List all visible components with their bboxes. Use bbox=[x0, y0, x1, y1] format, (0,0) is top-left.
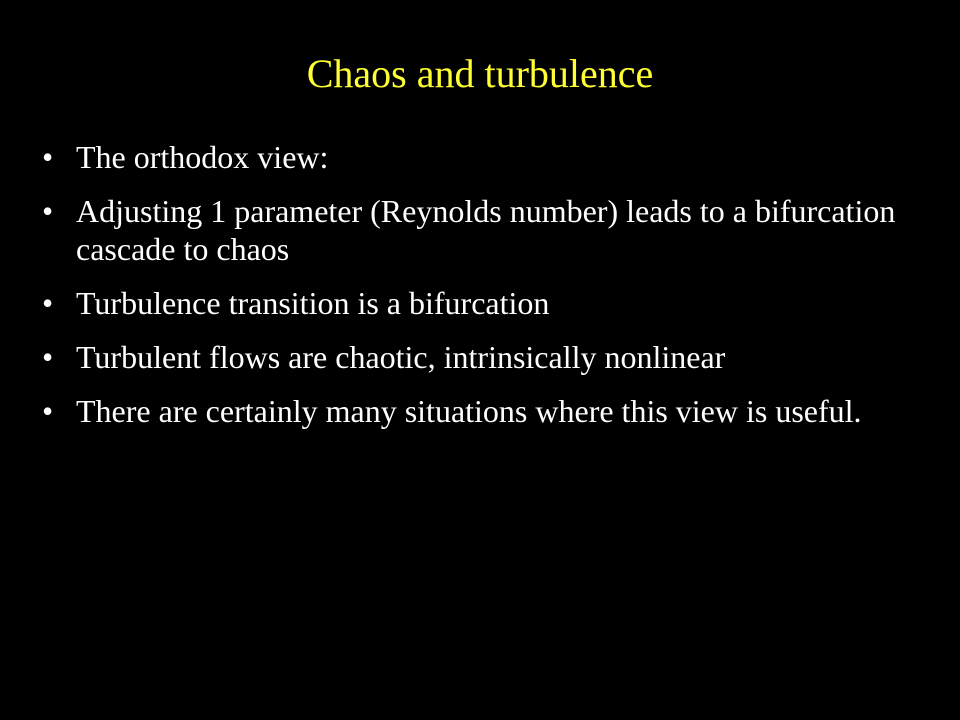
bullet-text: Adjusting 1 parameter (Reynolds number) leads to a bifurcation cascade to chaos bbox=[76, 193, 896, 267]
bullet-text: There are certainly many situations where this view is useful. bbox=[76, 393, 862, 429]
bullet-item bbox=[40, 392, 920, 430]
bullet-icon: • bbox=[42, 339, 54, 375]
bullet-text: Turbulence transition is a bifurcation bbox=[76, 285, 550, 321]
bullet-icon: • bbox=[42, 285, 54, 321]
bullet-item bbox=[40, 338, 920, 376]
bullet-text: Turbulent flows are chaotic, intrinsically nonlinear bbox=[76, 339, 726, 375]
bullet-list bbox=[40, 138, 920, 446]
bullet-text: The orthodox view: bbox=[76, 139, 329, 175]
bullet-item bbox=[40, 192, 920, 268]
bullet-item bbox=[40, 138, 920, 176]
slide-title: Chaos and turbulence bbox=[306, 51, 654, 96]
bullet-item bbox=[40, 284, 920, 322]
bullet-icon: • bbox=[42, 139, 54, 175]
bullet-icon: • bbox=[42, 193, 54, 229]
bullet-icon: • bbox=[42, 393, 54, 429]
